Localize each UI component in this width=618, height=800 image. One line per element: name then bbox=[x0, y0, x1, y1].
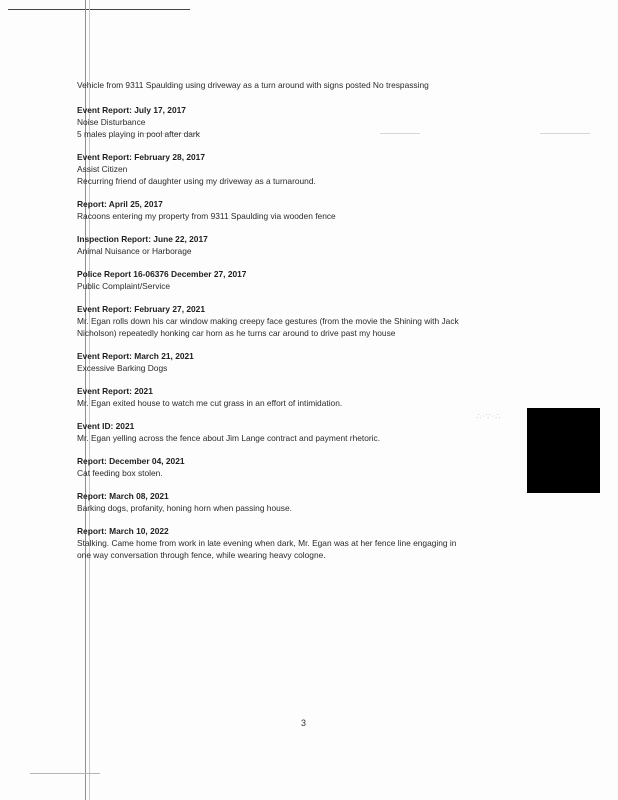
event-heading: Event Report: February 28, 2017 bbox=[77, 152, 206, 162]
event-list bbox=[77, 104, 577, 561]
event-heading: Event Report: March 21, 2021 bbox=[77, 351, 194, 361]
event-heading: Inspection Report: June 22, 2017 bbox=[77, 234, 208, 244]
event-entry bbox=[77, 490, 577, 514]
event-detail: Mr. Egan rolls down his car window making creepy face gestures (from the movie the Shining with Jack bbox=[77, 316, 459, 326]
event-entry bbox=[77, 420, 577, 444]
report-content bbox=[77, 79, 577, 561]
event-entry bbox=[77, 303, 577, 339]
event-detail: Public Complaint/Service bbox=[77, 281, 171, 291]
event-detail: Recurring friend of daughter using my driveway as a turnaround. bbox=[77, 176, 316, 186]
event-entry bbox=[77, 525, 577, 561]
event-detail: Assist Citizen bbox=[77, 164, 128, 174]
event-entry bbox=[77, 268, 577, 292]
event-detail: Stalking. Came home from work in late evening when dark, Mr. Egan was at her fence line engaging in bbox=[77, 538, 457, 548]
event-detail: Cat feeding box stolen. bbox=[77, 468, 163, 478]
event-entry bbox=[77, 350, 577, 374]
event-detail: one way conversation through fence, while wearing heavy cologne. bbox=[77, 550, 326, 560]
event-heading: Event ID: 2021 bbox=[77, 421, 135, 431]
event-detail: Mr. Egan exited house to watch me cut grass in an effort of intimidation. bbox=[77, 398, 343, 408]
event-detail: Animal Nuisance or Harborage bbox=[77, 246, 192, 256]
event-entry bbox=[77, 455, 577, 479]
event-entry bbox=[77, 151, 577, 187]
event-heading: Report: March 08, 2021 bbox=[77, 491, 169, 501]
event-entry bbox=[77, 198, 577, 222]
top-rule bbox=[8, 9, 190, 10]
event-heading: Event Report: 2021 bbox=[77, 386, 153, 396]
footer-mark bbox=[30, 773, 100, 774]
event-detail: Noise Disturbance bbox=[77, 117, 146, 127]
page-number: 3 bbox=[301, 718, 307, 728]
event-heading: Report: April 25, 2017 bbox=[77, 199, 163, 209]
intro-line: Vehicle from 9311 Spaulding using driveway as a turn around with signs posted No trespassing bbox=[77, 80, 429, 90]
event-entry bbox=[77, 104, 577, 140]
event-entry bbox=[77, 385, 577, 409]
event-heading: Event Report: July 17, 2017 bbox=[77, 105, 186, 115]
event-detail: Racoons entering my property from 9311 Spaulding via wooden fence bbox=[77, 211, 336, 221]
event-heading: Event Report: February 27, 2021 bbox=[77, 304, 206, 314]
event-detail: Nicholson) repeatedly honking car horn as he turns car around to drive past my house bbox=[77, 328, 396, 338]
event-heading: Police Report 16-06376 December 27, 2017 bbox=[77, 269, 247, 279]
event-heading: Report: March 10, 2022 bbox=[77, 526, 169, 536]
event-detail: Excessive Barking Dogs bbox=[77, 363, 168, 373]
event-detail: Barking dogs, profanity, honing horn when passing house. bbox=[77, 503, 292, 513]
event-detail: Mr. Egan yelling across the fence about Jim Lange contract and payment rhetoric. bbox=[77, 433, 381, 443]
bleed-through-marks: ∴·∵·∴ bbox=[476, 412, 502, 421]
event-detail: 5 males playing in pool after dark bbox=[77, 129, 200, 139]
event-heading: Report: December 04, 2021 bbox=[77, 456, 185, 466]
event-entry bbox=[77, 233, 577, 257]
